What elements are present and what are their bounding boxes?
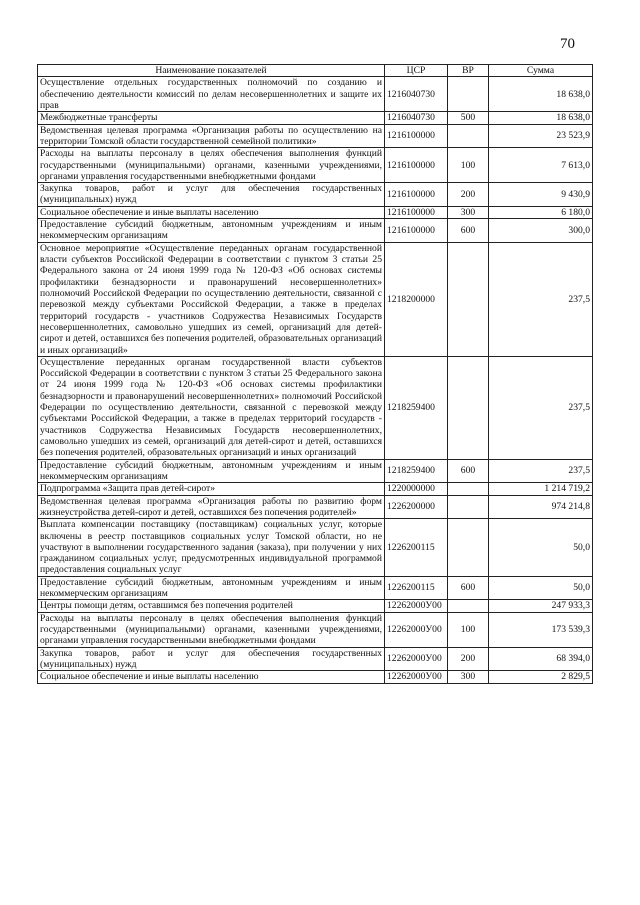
row-sum: 1 214 719,2	[489, 483, 593, 495]
row-sum: 300,0	[489, 219, 593, 243]
row-name: Предоставление субсидий бюджетным, автономным учреждениям и иным некоммерческим организациям	[38, 219, 385, 243]
table-row	[38, 647, 593, 671]
row-vr	[448, 77, 489, 112]
row-vr: 600	[448, 576, 489, 600]
table-row	[38, 459, 593, 483]
row-csr: 1216100000	[385, 124, 448, 148]
row-vr	[448, 124, 489, 148]
row-csr: 12262000У00	[385, 647, 448, 671]
row-name: Социальное обеспечение и иные выплаты населению	[38, 206, 385, 218]
row-vr	[448, 242, 489, 356]
row-sum: 6 180,0	[489, 206, 593, 218]
row-sum: 68 394,0	[489, 647, 593, 671]
row-sum: 237,5	[489, 459, 593, 483]
row-sum: 50,0	[489, 519, 593, 577]
table-row	[38, 483, 593, 495]
row-name: Ведомственная целевая программа «Организация работы по развитию форм жизнеустройства детей-сирот и детей, оставшихся без попечения родителей»	[38, 495, 385, 519]
row-csr: 1216100000	[385, 206, 448, 218]
row-name: Расходы на выплаты персоналу в целях обеспечения выполнения функций государственными (муниципальными) органами, казенными учреждениями, органами управления государственными внебюджетными фондами	[38, 148, 385, 183]
row-sum: 247 933,3	[489, 600, 593, 612]
row-name: Предоставление субсидий бюджетным, автономным учреждениям и иным некоммерческим организациям	[38, 576, 385, 600]
row-sum: 18 638,0	[489, 112, 593, 124]
table-row	[38, 242, 593, 356]
row-sum: 2 829,5	[489, 671, 593, 683]
header-name: Наименование показателей	[38, 65, 385, 77]
row-vr	[448, 495, 489, 519]
table-row	[38, 219, 593, 243]
row-csr: 1218259400	[385, 356, 448, 459]
row-sum: 173 539,3	[489, 612, 593, 647]
row-vr: 300	[448, 206, 489, 218]
row-csr: 1216040730	[385, 77, 448, 112]
row-csr: 1226200115	[385, 519, 448, 577]
table-row	[38, 495, 593, 519]
row-sum: 237,5	[489, 356, 593, 459]
table-row	[38, 576, 593, 600]
row-vr: 600	[448, 219, 489, 243]
row-name: Социальное обеспечение и иные выплаты населению	[38, 671, 385, 683]
row-name: Подпрограмма «Защита прав детей-сирот»	[38, 483, 385, 495]
row-vr	[448, 356, 489, 459]
row-csr: 1218200000	[385, 242, 448, 356]
row-csr: 1226200115	[385, 576, 448, 600]
table-row	[38, 112, 593, 124]
row-vr: 200	[448, 183, 489, 207]
row-vr: 300	[448, 671, 489, 683]
row-sum: 50,0	[489, 576, 593, 600]
budget-table	[37, 64, 593, 684]
row-sum: 7 613,0	[489, 148, 593, 183]
row-vr: 500	[448, 112, 489, 124]
row-vr: 600	[448, 459, 489, 483]
row-csr: 1220000000	[385, 483, 448, 495]
table-row	[38, 148, 593, 183]
row-name: Основное мероприятие «Осуществление переданных органам государственной власти субъектов Российской Федерации в соответствии с пунктом 3 статьи 25 Федерального закона от 24 июня 1999 года № 120-ФЗ «Об основах системы профилактики безнадзорности и правонарушений несовершеннолетних» полномочий Российской Федерации по осуществлению деятельности, связанной с перевозкой между субъектами Российской Федерации, а также в пределах территорий государств - участников Содружества Независимых Государств несовершеннолетних, самовольно ушедших из семей, организаций для детей-сирот и детей, оставшихся без попечения родителей, образовательных организаций и иных организаций»	[38, 242, 385, 356]
row-vr: 200	[448, 647, 489, 671]
row-name: Предоставление субсидий бюджетным, автономным учреждениям и иным некоммерческим организациям	[38, 459, 385, 483]
header-sum: Сумма	[489, 65, 593, 77]
row-csr: 12262000У00	[385, 612, 448, 647]
row-sum: 974 214,8	[489, 495, 593, 519]
row-csr: 1216040730	[385, 112, 448, 124]
row-name: Закупка товаров, работ и услуг для обеспечения государственных (муниципальных) нужд	[38, 647, 385, 671]
row-name: Межбюджетные трансферты	[38, 112, 385, 124]
table-row	[38, 356, 593, 459]
row-vr: 100	[448, 612, 489, 647]
row-vr	[448, 600, 489, 612]
table-row	[38, 600, 593, 612]
row-csr: 12262000У00	[385, 671, 448, 683]
row-sum: 23 523,9	[489, 124, 593, 148]
page-number: 70	[560, 36, 575, 52]
row-vr	[448, 519, 489, 577]
row-name: Осуществление отдельных государственных полномочий по созданию и обеспечению деятельности комиссий по делам несовершеннолетних и защите их прав	[38, 77, 385, 112]
row-sum: 9 430,9	[489, 183, 593, 207]
row-csr: 12262000У00	[385, 600, 448, 612]
table-row	[38, 77, 593, 112]
row-name: Выплата компенсации поставщику (поставщикам) социальных услуг, которые включены в реестр поставщиков социальных услуг Томской области, но не участвуют в выполнении государственного задания (заказа), при получении у них гражданином социальных услуг, предусмотренных индивидуальной программой предоставления социальных услуг	[38, 519, 385, 577]
row-name: Центры помощи детям, оставшимся без попечения родителей	[38, 600, 385, 612]
table-header-row	[38, 65, 593, 77]
row-csr: 1216100000	[385, 183, 448, 207]
table-row	[38, 183, 593, 207]
row-name: Закупка товаров, работ и услуг для обеспечения государственных (муниципальных) нужд	[38, 183, 385, 207]
table-row	[38, 671, 593, 683]
row-name: Расходы на выплаты персоналу в целях обеспечения выполнения функций государственными (муниципальными) органами, казенными учреждениями, органами управления государственными внебюджетными фондами	[38, 612, 385, 647]
row-sum: 18 638,0	[489, 77, 593, 112]
row-name: Ведомственная целевая программа «Организация работы по осуществлению на территории Томской области государственной семейной политики»	[38, 124, 385, 148]
table-row	[38, 124, 593, 148]
row-vr	[448, 483, 489, 495]
table-body	[38, 77, 593, 683]
table-row	[38, 612, 593, 647]
header-vr: ВР	[448, 65, 489, 77]
row-vr: 100	[448, 148, 489, 183]
row-csr: 1216100000	[385, 148, 448, 183]
row-csr: 1218259400	[385, 459, 448, 483]
row-sum: 237,5	[489, 242, 593, 356]
table-row	[38, 206, 593, 218]
row-name: Осуществление переданных органам государственной власти субъектов Российской Федерации в соответствии с пунктом 3 статьи 25 Федерального закона от 24 июня 1999 года № 120-ФЗ «Об основах системы профилактики безнадзорности и правонарушений несовершеннолетних» полномочий Российской Федерации по осуществлению деятельности, связанной с перевозкой между субъектами Российской Федерации, а также в пределах территорий государств - участников Содружества Независимых Государств несовершеннолетних, самовольно ушедших из семей, организаций для детей-сирот и детей, оставшихся без попечения родителей, образовательных организаций и иных организаций	[38, 356, 385, 459]
row-csr: 1216100000	[385, 219, 448, 243]
row-csr: 1226200000	[385, 495, 448, 519]
header-csr: ЦСР	[385, 65, 448, 77]
table-row	[38, 519, 593, 577]
